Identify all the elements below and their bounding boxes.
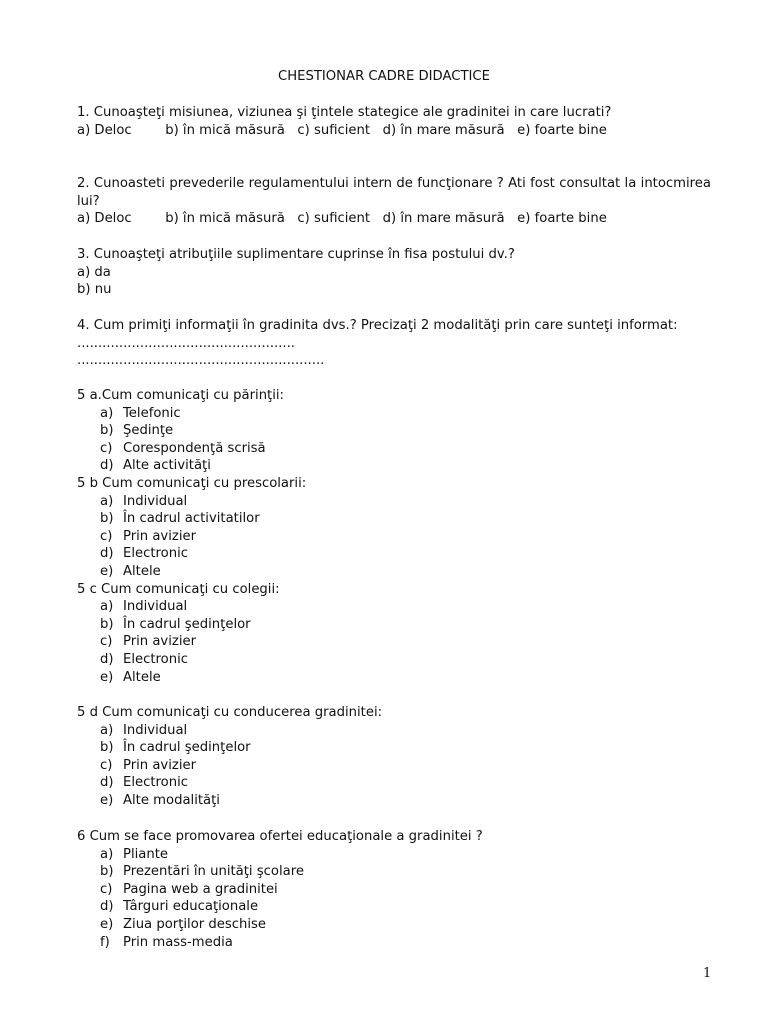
list-item: b) În cadrul activitatilor [100, 511, 260, 527]
list-item: e) Alte modalităţi [100, 792, 220, 808]
question-1 [77, 104, 711, 139]
list-item: c) Prin avizier [100, 634, 197, 650]
answer-line-2: ........................................................... [77, 353, 325, 369]
answer-line-1: .................................................... [77, 335, 295, 351]
list-item: d) Electronic [100, 546, 189, 562]
question-5a-text: 5 a.Cum comunicaţi cu părinţii: [77, 388, 285, 403]
question-5d-text: 5 d Cum comunicaţi cu conducerea gradinitei: [77, 705, 383, 720]
list-item: e) Altele [100, 563, 161, 579]
list-item: c) Prin avizier [100, 528, 197, 544]
question-6-text: 6 Cum se face promovarea ofertei educaţionale a gradinitei ? [77, 829, 483, 844]
list-item: e) Ziua porţilor deschise [100, 916, 266, 932]
question-2-text: 2. Cunoasteti prevederile regulamentului intern de funcţionare ? Ati fost consultat la intocmirea lui? [77, 176, 711, 209]
question-3-text: 3. Cunoaşteţi atribuţiile suplimentare cuprinse în fisa postului dv.? [77, 247, 515, 262]
list-item: b) În cadrul şedinţelor [100, 740, 251, 756]
question-3-option-a: a) da [77, 264, 111, 280]
question-6 [77, 828, 711, 951]
list-item: a) Individual [100, 722, 188, 738]
list-item: b) Şedinţe [100, 423, 174, 439]
list-item: a) Individual [100, 493, 188, 509]
question-5d-list [77, 722, 711, 810]
question-5a-list [77, 405, 711, 475]
question-1-text: 1. Cunoaşteţi misiunea, viziunea şi ţintele stategice ale gradinitei in care lucrati? [77, 105, 612, 120]
list-item: c) Corespondenţă scrisă [100, 440, 266, 456]
question-3 [77, 246, 711, 299]
list-item: b) Prezentări în unităţi şcolare [100, 864, 304, 880]
question-1-options: a) Deloc b) în mică măsură c) suficient d) în mare măsură e) foarte bine [77, 122, 607, 138]
question-6-list [77, 846, 711, 952]
question-5 [77, 387, 711, 686]
list-item: e) Altele [100, 669, 161, 685]
list-item: d) Electronic [100, 775, 189, 791]
question-3-option-b: b) nu [77, 282, 112, 298]
list-item: d) Electronic [100, 651, 189, 667]
list-item: b) În cadrul şedinţelor [100, 616, 251, 632]
question-5c-list [77, 598, 711, 686]
question-5b-text: 5 b Cum comunicaţi cu prescolarii: [77, 475, 307, 491]
question-4-text: 4. Cum primiţi informaţii în gradinita dvs.? Precizaţi 2 modalităţi prin care sunteţi informat: [77, 318, 678, 333]
page-number: 1 [703, 966, 712, 981]
question-5d [77, 704, 711, 810]
list-item: f) Prin mass-media [100, 934, 233, 950]
question-5b-list [77, 493, 711, 581]
question-4 [77, 317, 711, 370]
list-item: a) Pliante [100, 846, 169, 862]
question-5c-text: 5 c Cum comunicaţi cu colegii: [77, 581, 280, 597]
list-item: a) Individual [100, 599, 188, 615]
list-item: c) Pagina web a gradinitei [100, 881, 278, 897]
page-title: CHESTIONAR CADRE DIDACTICE [278, 69, 490, 84]
question-2-options: a) Deloc b) în mică măsură c) suficient d) în mare măsură e) foarte bine [77, 211, 607, 227]
list-item: a) Telefonic [100, 405, 181, 421]
list-item: d) Târguri educaţionale [100, 899, 259, 915]
question-2 [77, 175, 711, 228]
list-item: c) Prin avizier [100, 757, 197, 773]
list-item: d) Alte activităţi [100, 458, 211, 474]
